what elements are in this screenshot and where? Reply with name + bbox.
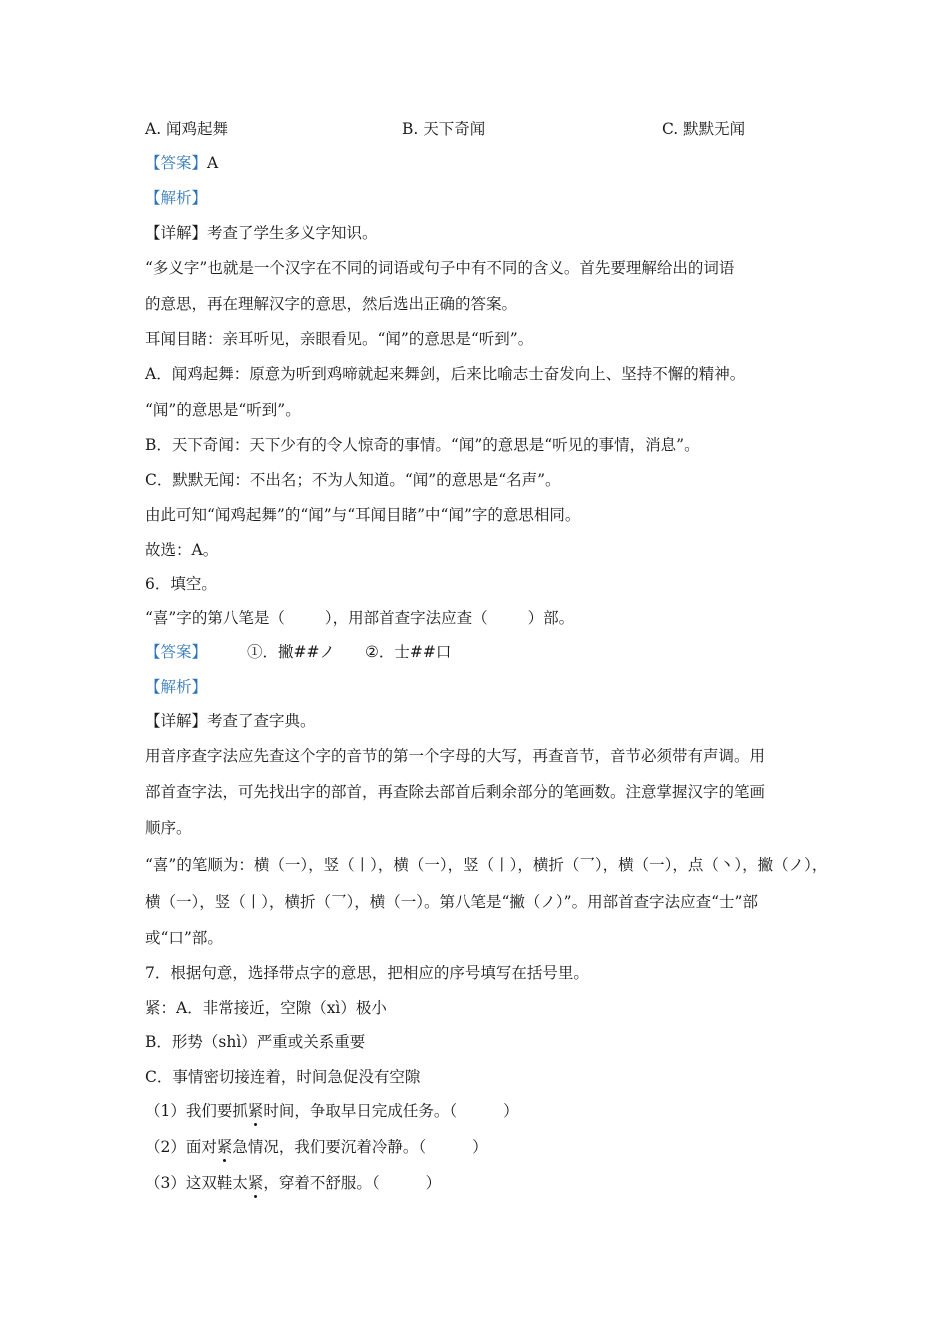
q6-text-line: 横（一），竖（丨），横折（乛），横（一）。第八笔是“撇（ノ）”。用部首查字法应查“士”部 xyxy=(145,893,758,911)
q5-text-line: 由此可知“闻鸡起舞”的“闻”与“耳闻目睹”中“闻”字的意思相同。 xyxy=(145,506,581,524)
dotted-char: 紧 xyxy=(216,1138,233,1156)
q6-text-line: 部首查字法，可先找出字的部首，再查除去部首后剩余部分的笔画数。注意掌握汉字的笔画 xyxy=(145,783,766,801)
q5-text-line: 耳闻目睹：亲耳听见，亲眼看见。“闻”的意思是“听到”。 xyxy=(145,330,534,348)
answer-value: A xyxy=(207,154,219,172)
answer-2: ②．士##口 xyxy=(365,643,452,661)
sentence-part: 时间，争取早日完成任务。（ xyxy=(263,1102,458,1120)
answer-tag: 【答案】 xyxy=(145,154,208,172)
option-b: B. 天下奇闻 xyxy=(402,120,486,138)
q5-text-line: 的意思，再在理解汉字的意思，然后选出正确的答案。 xyxy=(145,295,518,313)
prompt-part: “喜”字的第八笔是（ xyxy=(145,609,285,627)
q5-text-line: B．天下奇闻：天下少有的令人惊奇的事情。“闻”的意思是“听见的事情，消息”。 xyxy=(145,436,700,454)
prompt-part: ），用部首查字法应查（ xyxy=(324,609,488,627)
q5-text-line: C．默默无闻：不出名；不为人知道。“闻”的意思是“名声”。 xyxy=(145,471,561,489)
sentence-part: （2）面对 xyxy=(145,1138,217,1156)
sentence-part: （1）我们要抓 xyxy=(145,1102,248,1120)
q5-detail: 【详解】考查了学生多义字知识。 xyxy=(145,224,378,242)
answer-1: ①．撇##ノ xyxy=(247,643,335,661)
sentence-part: ，穿着不舒服。（ xyxy=(263,1174,380,1192)
sentence-part: 急情况，我们要沉着冷静。（ xyxy=(232,1138,427,1156)
q6-text-line: 用音序查字法应先查这个字的音节的第一个字母的大写，再查音节，音节必须带有声调。用 xyxy=(145,747,766,765)
q6-answer xyxy=(145,642,451,662)
q7-meaning: C．事情密切接连着，时间急促没有空隙 xyxy=(145,1068,421,1086)
q7-meaning: B．形势（shì）严重或关系重要 xyxy=(145,1033,366,1051)
analysis-tag: 【解析】 xyxy=(145,189,208,207)
analysis-tag: 【解析】 xyxy=(145,678,208,696)
q6-title: 6．填空。 xyxy=(145,575,217,593)
dotted-char: 紧 xyxy=(247,1102,264,1120)
q7-sentence-1 xyxy=(145,1101,519,1121)
q7-sentence-2 xyxy=(145,1137,488,1157)
q5-text-line: “多义字”也就是一个汉字在不同的词语或句子中有不同的含义。首先要理解给出的词语 xyxy=(145,259,735,277)
sentence-part: ） xyxy=(425,1174,442,1192)
q6-prompt xyxy=(145,608,574,628)
q6-text-line: 顺序。 xyxy=(145,819,192,837)
q6-detail: 【详解】考查了查字典。 xyxy=(145,712,316,730)
sentence-part: ） xyxy=(472,1138,488,1156)
option-a: A. 闻鸡起舞 xyxy=(145,120,229,138)
q7-sentence-3 xyxy=(145,1173,441,1193)
q6-text-line: “喜”的笔顺为：横（一），竖（丨），横（一），竖（丨），横折（乛），横（一），点（丶），撇（ノ）， xyxy=(145,856,828,874)
q7-meaning: 紧：A．非常接近，空隙（xì）极小 xyxy=(145,999,387,1017)
dotted-char: 紧 xyxy=(247,1174,264,1192)
sentence-part: ） xyxy=(503,1102,519,1120)
q6-text-line: 或“口”部。 xyxy=(145,929,223,947)
q5-text-line: “闻”的意思是“听到”。 xyxy=(145,401,301,419)
q5-text-line: A．闻鸡起舞：原意为听到鸡啼就起来舞剑，后来比喻志士奋发向上、坚持不懈的精神。 xyxy=(145,365,746,383)
q5-text-line: 故选：A。 xyxy=(145,541,219,559)
q7-title: 7．根据句意，选择带点字的意思，把相应的序号填写在括号里。 xyxy=(145,964,589,982)
option-c: C. 默默无闻 xyxy=(662,120,746,138)
sentence-part: （3）这双鞋太 xyxy=(145,1174,248,1192)
q5-answer xyxy=(145,153,218,173)
prompt-part: ）部。 xyxy=(527,609,575,627)
answer-tag: 【答案】 xyxy=(145,643,208,661)
